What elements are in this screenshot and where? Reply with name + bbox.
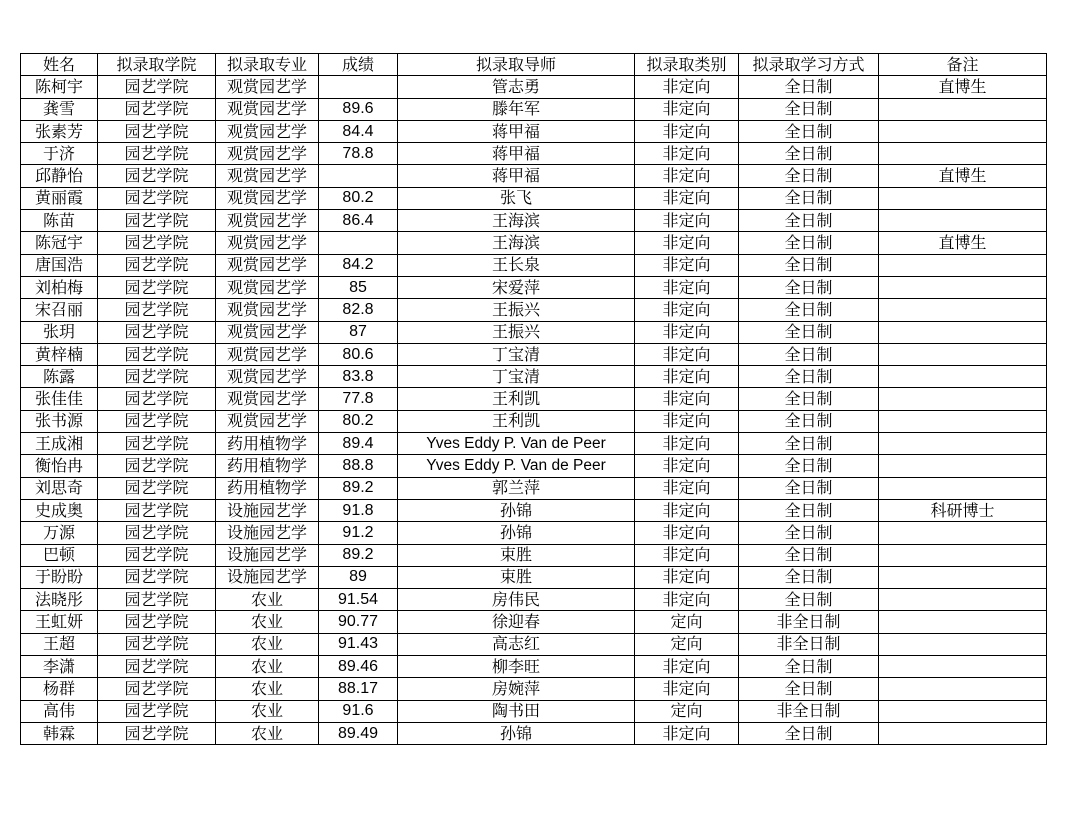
college-cell: 园艺学院: [98, 299, 216, 321]
table-row: [21, 232, 1047, 254]
supervisor-cell: 管志勇: [398, 76, 635, 98]
score-cell: 80.2: [319, 410, 398, 432]
remarks-cell: [879, 410, 1047, 432]
study-mode-cell: 全日制: [739, 98, 879, 120]
supervisor-cell: 高志红: [398, 633, 635, 655]
college-cell: 园艺学院: [98, 477, 216, 499]
supervisor-cell: 蒋甲福: [398, 165, 635, 187]
category-cell: 非定向: [635, 544, 739, 566]
header-supervisor: 拟录取导师: [398, 54, 635, 76]
name-cell: 陈柯宇: [21, 76, 98, 98]
category-cell: 非定向: [635, 722, 739, 744]
college-cell: 园艺学院: [98, 76, 216, 98]
category-cell: 定向: [635, 700, 739, 722]
college-cell: 园艺学院: [98, 143, 216, 165]
supervisor-cell: 王海滨: [398, 210, 635, 232]
name-cell: 龚雪: [21, 98, 98, 120]
supervisor-cell: 王振兴: [398, 299, 635, 321]
category-cell: 非定向: [635, 522, 739, 544]
category-cell: 非定向: [635, 76, 739, 98]
remarks-cell: [879, 120, 1047, 142]
study-mode-cell: 全日制: [739, 143, 879, 165]
study-mode-cell: 全日制: [739, 76, 879, 98]
remarks-cell: [879, 321, 1047, 343]
major-cell: 观赏园艺学: [216, 343, 319, 365]
table-row: [21, 477, 1047, 499]
supervisor-cell: 王利凯: [398, 410, 635, 432]
college-cell: 园艺学院: [98, 187, 216, 209]
college-cell: 园艺学院: [98, 544, 216, 566]
table-row: [21, 499, 1047, 521]
name-cell: 万源: [21, 522, 98, 544]
name-cell: 陈冠宇: [21, 232, 98, 254]
remarks-cell: [879, 366, 1047, 388]
study-mode-cell: 全日制: [739, 299, 879, 321]
header-college: 拟录取学院: [98, 54, 216, 76]
remarks-cell: [879, 276, 1047, 298]
major-cell: 农业: [216, 611, 319, 633]
score-cell: 86.4: [319, 210, 398, 232]
major-cell: 农业: [216, 589, 319, 611]
category-cell: 非定向: [635, 410, 739, 432]
remarks-cell: [879, 187, 1047, 209]
remarks-cell: [879, 611, 1047, 633]
name-cell: 杨群: [21, 678, 98, 700]
study-mode-cell: 非全日制: [739, 611, 879, 633]
study-mode-cell: 全日制: [739, 410, 879, 432]
major-cell: 观赏园艺学: [216, 120, 319, 142]
table-row: [21, 321, 1047, 343]
name-cell: 巴顿: [21, 544, 98, 566]
category-cell: 非定向: [635, 143, 739, 165]
supervisor-cell: 房伟民: [398, 589, 635, 611]
supervisor-cell: 郭兰萍: [398, 477, 635, 499]
header-category: 拟录取类别: [635, 54, 739, 76]
name-cell: 王超: [21, 633, 98, 655]
name-cell: 法晓彤: [21, 589, 98, 611]
table-row: [21, 589, 1047, 611]
study-mode-cell: 全日制: [739, 544, 879, 566]
table-row: [21, 98, 1047, 120]
score-cell: 91.2: [319, 522, 398, 544]
score-cell: 90.77: [319, 611, 398, 633]
category-cell: 非定向: [635, 187, 739, 209]
name-cell: 于盼盼: [21, 566, 98, 588]
remarks-cell: [879, 299, 1047, 321]
remarks-cell: [879, 633, 1047, 655]
header-study-mode: 拟录取学习方式: [739, 54, 879, 76]
major-cell: 观赏园艺学: [216, 366, 319, 388]
table-row: [21, 366, 1047, 388]
table-row: [21, 522, 1047, 544]
study-mode-cell: 非全日制: [739, 700, 879, 722]
major-cell: 药用植物学: [216, 433, 319, 455]
remarks-cell: [879, 544, 1047, 566]
study-mode-cell: 全日制: [739, 522, 879, 544]
study-mode-cell: 全日制: [739, 343, 879, 365]
remarks-cell: [879, 343, 1047, 365]
remarks-cell: [879, 566, 1047, 588]
name-cell: 张玥: [21, 321, 98, 343]
major-cell: 观赏园艺学: [216, 165, 319, 187]
study-mode-cell: 全日制: [739, 433, 879, 455]
category-cell: 非定向: [635, 589, 739, 611]
supervisor-cell: 王海滨: [398, 232, 635, 254]
major-cell: 设施园艺学: [216, 499, 319, 521]
supervisor-cell: 陶书田: [398, 700, 635, 722]
name-cell: 张佳佳: [21, 388, 98, 410]
name-cell: 黄丽霞: [21, 187, 98, 209]
name-cell: 王虹妍: [21, 611, 98, 633]
table-row: [21, 656, 1047, 678]
study-mode-cell: 全日制: [739, 477, 879, 499]
study-mode-cell: 全日制: [739, 254, 879, 276]
category-cell: 非定向: [635, 232, 739, 254]
remarks-cell: [879, 589, 1047, 611]
study-mode-cell: 全日制: [739, 165, 879, 187]
name-cell: 李潇: [21, 656, 98, 678]
category-cell: 非定向: [635, 455, 739, 477]
table-row: [21, 611, 1047, 633]
college-cell: 园艺学院: [98, 410, 216, 432]
supervisor-cell: 孙锦: [398, 722, 635, 744]
header-major: 拟录取专业: [216, 54, 319, 76]
study-mode-cell: 非全日制: [739, 633, 879, 655]
name-cell: 韩霖: [21, 722, 98, 744]
table-row: [21, 410, 1047, 432]
major-cell: 农业: [216, 678, 319, 700]
table-row: [21, 343, 1047, 365]
table-row: [21, 76, 1047, 98]
college-cell: 园艺学院: [98, 254, 216, 276]
header-name: 姓名: [21, 54, 98, 76]
major-cell: 观赏园艺学: [216, 388, 319, 410]
score-cell: 78.8: [319, 143, 398, 165]
supervisor-cell: 宋爱萍: [398, 276, 635, 298]
college-cell: 园艺学院: [98, 656, 216, 678]
table-row: [21, 388, 1047, 410]
major-cell: 农业: [216, 722, 319, 744]
table-row: [21, 143, 1047, 165]
category-cell: 非定向: [635, 477, 739, 499]
college-cell: 园艺学院: [98, 700, 216, 722]
study-mode-cell: 全日制: [739, 722, 879, 744]
study-mode-cell: 全日制: [739, 499, 879, 521]
score-cell: 84.2: [319, 254, 398, 276]
supervisor-cell: 滕年军: [398, 98, 635, 120]
major-cell: 设施园艺学: [216, 522, 319, 544]
remarks-cell: [879, 455, 1047, 477]
supervisor-cell: 王长泉: [398, 254, 635, 276]
score-cell: [319, 165, 398, 187]
major-cell: 农业: [216, 700, 319, 722]
header-remarks: 备注: [879, 54, 1047, 76]
college-cell: 园艺学院: [98, 343, 216, 365]
study-mode-cell: 全日制: [739, 388, 879, 410]
remarks-cell: [879, 143, 1047, 165]
major-cell: 观赏园艺学: [216, 210, 319, 232]
college-cell: 园艺学院: [98, 678, 216, 700]
college-cell: 园艺学院: [98, 98, 216, 120]
college-cell: 园艺学院: [98, 388, 216, 410]
college-cell: 园艺学院: [98, 120, 216, 142]
supervisor-cell: Yves Eddy P. Van de Peer: [398, 455, 635, 477]
header-row: [21, 54, 1047, 76]
supervisor-cell: 束胜: [398, 544, 635, 566]
supervisor-cell: 孙锦: [398, 499, 635, 521]
major-cell: 设施园艺学: [216, 566, 319, 588]
college-cell: 园艺学院: [98, 633, 216, 655]
table-row: [21, 678, 1047, 700]
table-row: [21, 455, 1047, 477]
name-cell: 黄梓楠: [21, 343, 98, 365]
score-cell: 77.8: [319, 388, 398, 410]
major-cell: 观赏园艺学: [216, 232, 319, 254]
category-cell: 非定向: [635, 120, 739, 142]
study-mode-cell: 全日制: [739, 232, 879, 254]
score-cell: [319, 76, 398, 98]
category-cell: 非定向: [635, 499, 739, 521]
category-cell: 非定向: [635, 210, 739, 232]
category-cell: 非定向: [635, 299, 739, 321]
score-cell: 89.49: [319, 722, 398, 744]
table-row: [21, 254, 1047, 276]
remarks-cell: [879, 477, 1047, 499]
study-mode-cell: 全日制: [739, 210, 879, 232]
table-row: [21, 433, 1047, 455]
college-cell: 园艺学院: [98, 566, 216, 588]
category-cell: 非定向: [635, 366, 739, 388]
study-mode-cell: 全日制: [739, 589, 879, 611]
remarks-cell: [879, 678, 1047, 700]
major-cell: 药用植物学: [216, 455, 319, 477]
study-mode-cell: 全日制: [739, 455, 879, 477]
score-cell: 89.46: [319, 656, 398, 678]
category-cell: 非定向: [635, 343, 739, 365]
table-row: [21, 299, 1047, 321]
remarks-cell: [879, 388, 1047, 410]
name-cell: 于济: [21, 143, 98, 165]
major-cell: 农业: [216, 656, 319, 678]
score-cell: 88.8: [319, 455, 398, 477]
college-cell: 园艺学院: [98, 455, 216, 477]
table-row: [21, 722, 1047, 744]
score-cell: 83.8: [319, 366, 398, 388]
supervisor-cell: 房婉萍: [398, 678, 635, 700]
table-row: [21, 187, 1047, 209]
score-cell: 80.6: [319, 343, 398, 365]
score-cell: [319, 232, 398, 254]
category-cell: 非定向: [635, 388, 739, 410]
category-cell: 非定向: [635, 165, 739, 187]
category-cell: 非定向: [635, 98, 739, 120]
supervisor-cell: 徐迎春: [398, 611, 635, 633]
study-mode-cell: 全日制: [739, 276, 879, 298]
study-mode-cell: 全日制: [739, 120, 879, 142]
score-cell: 91.43: [319, 633, 398, 655]
name-cell: 刘思奇: [21, 477, 98, 499]
table-row: [21, 544, 1047, 566]
table-body: [21, 76, 1047, 745]
name-cell: 邱静怡: [21, 165, 98, 187]
name-cell: 衡怡冉: [21, 455, 98, 477]
college-cell: 园艺学院: [98, 522, 216, 544]
supervisor-cell: 蒋甲福: [398, 120, 635, 142]
score-cell: 80.2: [319, 187, 398, 209]
score-cell: 82.8: [319, 299, 398, 321]
score-cell: 85: [319, 276, 398, 298]
major-cell: 观赏园艺学: [216, 187, 319, 209]
remarks-cell: [879, 254, 1047, 276]
remarks-cell: [879, 656, 1047, 678]
name-cell: 高伟: [21, 700, 98, 722]
remarks-cell: [879, 700, 1047, 722]
major-cell: 观赏园艺学: [216, 276, 319, 298]
admission-table: [20, 53, 1047, 745]
table-row: [21, 165, 1047, 187]
name-cell: 张素芳: [21, 120, 98, 142]
college-cell: 园艺学院: [98, 611, 216, 633]
table-row: [21, 210, 1047, 232]
remarks-cell: [879, 210, 1047, 232]
study-mode-cell: 全日制: [739, 321, 879, 343]
score-cell: 84.4: [319, 120, 398, 142]
score-cell: 89.6: [319, 98, 398, 120]
major-cell: 观赏园艺学: [216, 410, 319, 432]
college-cell: 园艺学院: [98, 366, 216, 388]
name-cell: 唐国浩: [21, 254, 98, 276]
remarks-cell: 直博生: [879, 165, 1047, 187]
remarks-cell: [879, 98, 1047, 120]
category-cell: 非定向: [635, 254, 739, 276]
major-cell: 设施园艺学: [216, 544, 319, 566]
college-cell: 园艺学院: [98, 232, 216, 254]
header-score: 成绩: [319, 54, 398, 76]
college-cell: 园艺学院: [98, 165, 216, 187]
college-cell: 园艺学院: [98, 589, 216, 611]
score-cell: 91.6: [319, 700, 398, 722]
supervisor-cell: 丁宝清: [398, 366, 635, 388]
score-cell: 91.54: [319, 589, 398, 611]
score-cell: 87: [319, 321, 398, 343]
study-mode-cell: 全日制: [739, 566, 879, 588]
category-cell: 非定向: [635, 276, 739, 298]
category-cell: 非定向: [635, 656, 739, 678]
remarks-cell: [879, 722, 1047, 744]
category-cell: 非定向: [635, 321, 739, 343]
college-cell: 园艺学院: [98, 321, 216, 343]
table-row: [21, 276, 1047, 298]
study-mode-cell: 全日制: [739, 187, 879, 209]
major-cell: 观赏园艺学: [216, 321, 319, 343]
supervisor-cell: 王利凯: [398, 388, 635, 410]
score-cell: 89.2: [319, 477, 398, 499]
score-cell: 89.4: [319, 433, 398, 455]
category-cell: 非定向: [635, 678, 739, 700]
supervisor-cell: 丁宝清: [398, 343, 635, 365]
score-cell: 88.17: [319, 678, 398, 700]
study-mode-cell: 全日制: [739, 678, 879, 700]
table-row: [21, 633, 1047, 655]
college-cell: 园艺学院: [98, 210, 216, 232]
score-cell: 89.2: [319, 544, 398, 566]
table-row: [21, 566, 1047, 588]
major-cell: 农业: [216, 633, 319, 655]
name-cell: 陈露: [21, 366, 98, 388]
remarks-cell: [879, 433, 1047, 455]
name-cell: 刘柏梅: [21, 276, 98, 298]
supervisor-cell: 束胜: [398, 566, 635, 588]
college-cell: 园艺学院: [98, 276, 216, 298]
supervisor-cell: 柳李旺: [398, 656, 635, 678]
supervisor-cell: Yves Eddy P. Van de Peer: [398, 433, 635, 455]
remarks-cell: 直博生: [879, 232, 1047, 254]
category-cell: 非定向: [635, 566, 739, 588]
category-cell: 非定向: [635, 433, 739, 455]
major-cell: 观赏园艺学: [216, 143, 319, 165]
study-mode-cell: 全日制: [739, 656, 879, 678]
major-cell: 观赏园艺学: [216, 76, 319, 98]
name-cell: 陈苗: [21, 210, 98, 232]
college-cell: 园艺学院: [98, 722, 216, 744]
supervisor-cell: 蒋甲福: [398, 143, 635, 165]
supervisor-cell: 王振兴: [398, 321, 635, 343]
supervisor-cell: 孙锦: [398, 522, 635, 544]
major-cell: 观赏园艺学: [216, 254, 319, 276]
major-cell: 药用植物学: [216, 477, 319, 499]
remarks-cell: 科研博士: [879, 499, 1047, 521]
name-cell: 宋召丽: [21, 299, 98, 321]
college-cell: 园艺学院: [98, 433, 216, 455]
name-cell: 王成湘: [21, 433, 98, 455]
name-cell: 史成奥: [21, 499, 98, 521]
table-row: [21, 120, 1047, 142]
major-cell: 观赏园艺学: [216, 299, 319, 321]
study-mode-cell: 全日制: [739, 366, 879, 388]
major-cell: 观赏园艺学: [216, 98, 319, 120]
category-cell: 定向: [635, 633, 739, 655]
category-cell: 定向: [635, 611, 739, 633]
remarks-cell: 直博生: [879, 76, 1047, 98]
college-cell: 园艺学院: [98, 499, 216, 521]
score-cell: 91.8: [319, 499, 398, 521]
score-cell: 89: [319, 566, 398, 588]
name-cell: 张书源: [21, 410, 98, 432]
supervisor-cell: 张飞: [398, 187, 635, 209]
table-row: [21, 700, 1047, 722]
remarks-cell: [879, 522, 1047, 544]
